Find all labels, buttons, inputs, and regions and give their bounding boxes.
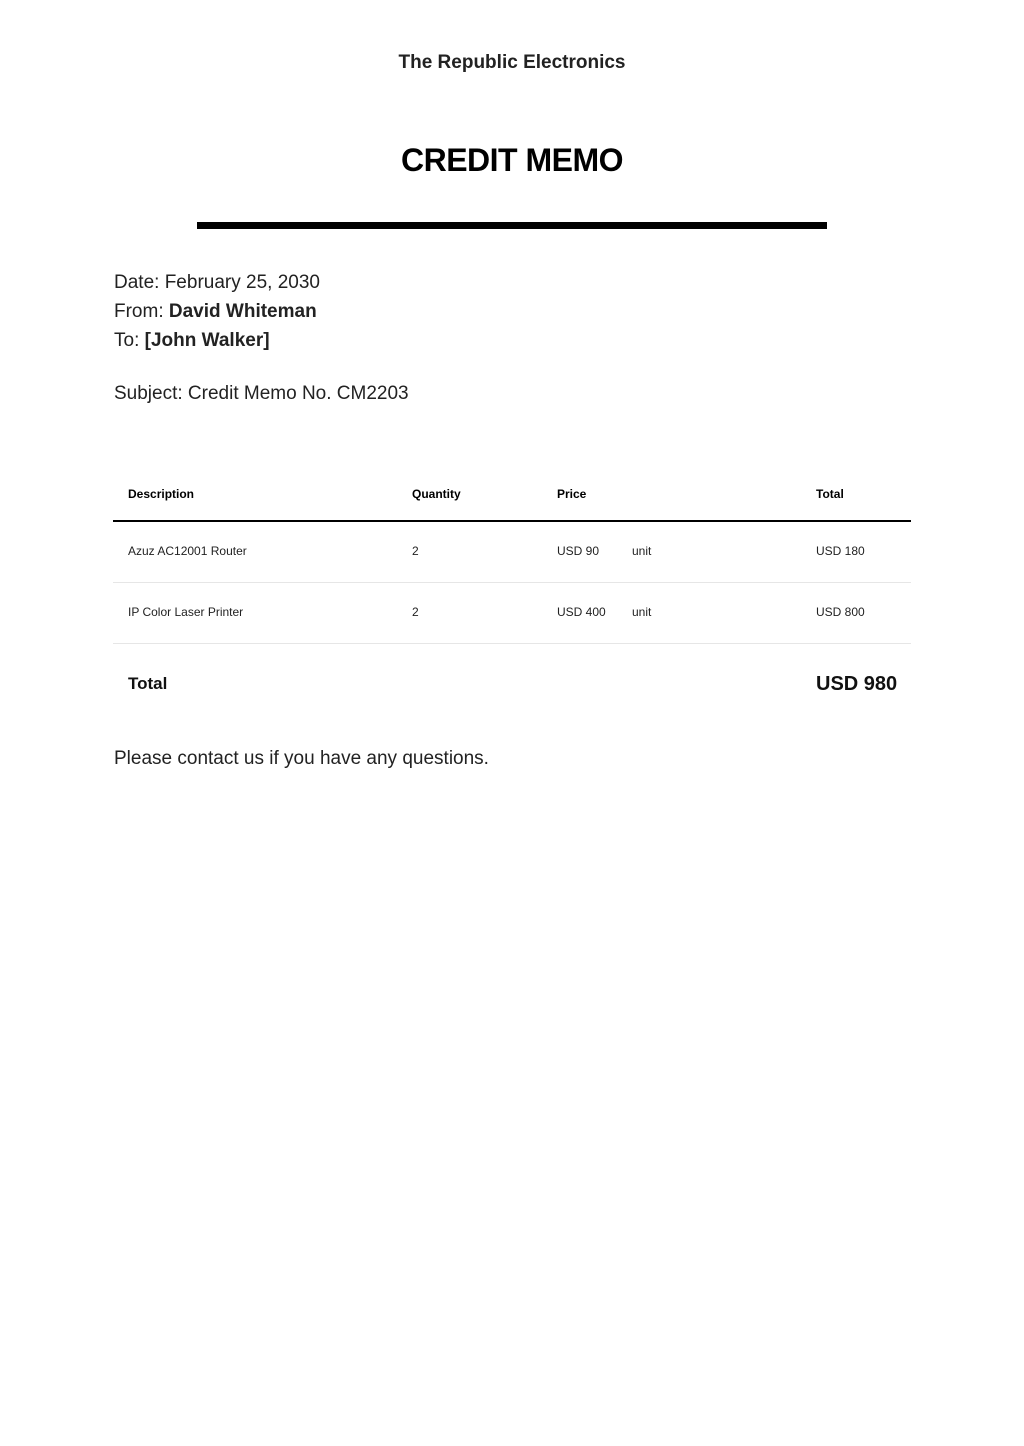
header-description: Description bbox=[128, 487, 195, 501]
table-row bbox=[113, 583, 911, 644]
table-header-row bbox=[113, 466, 911, 522]
items-table bbox=[113, 466, 911, 724]
total-label: Total bbox=[128, 674, 168, 693]
title-divider bbox=[197, 222, 827, 229]
row-price: USD 400 bbox=[557, 605, 606, 619]
from-value: David Whiteman bbox=[168, 301, 317, 322]
to-value: [John Walker] bbox=[144, 330, 270, 351]
header-total: Total bbox=[816, 487, 844, 501]
to-label: To: bbox=[114, 330, 145, 351]
document-title: CREDIT MEMO bbox=[400, 142, 624, 178]
header-price: Price bbox=[557, 487, 587, 501]
total-value: USD 980 bbox=[816, 673, 898, 695]
row-price: USD 90 bbox=[557, 544, 600, 558]
date-line bbox=[114, 268, 320, 297]
date-label: Date: bbox=[114, 272, 165, 293]
table-total-row bbox=[113, 644, 911, 724]
row-total: USD 800 bbox=[816, 605, 865, 619]
from-line bbox=[114, 297, 320, 326]
subject-line: Subject: Credit Memo No. CM2203 bbox=[114, 383, 409, 404]
row-unit: unit bbox=[632, 544, 652, 558]
row-unit: unit bbox=[632, 605, 652, 619]
header-quantity: Quantity bbox=[412, 487, 461, 501]
to-line bbox=[114, 326, 320, 355]
row-description: IP Color Laser Printer bbox=[128, 605, 244, 619]
row-quantity: 2 bbox=[412, 544, 419, 558]
from-label: From: bbox=[114, 301, 169, 322]
row-description: Azuz AC12001 Router bbox=[128, 544, 247, 558]
row-total: USD 180 bbox=[816, 544, 865, 558]
company-name: The Republic Electronics bbox=[398, 52, 626, 73]
row-quantity: 2 bbox=[412, 605, 419, 619]
memo-meta bbox=[114, 268, 320, 355]
date-value: February 25, 2030 bbox=[164, 272, 320, 293]
closing-note: Please contact us if you have any questions. bbox=[114, 748, 489, 769]
table-row bbox=[113, 522, 911, 583]
